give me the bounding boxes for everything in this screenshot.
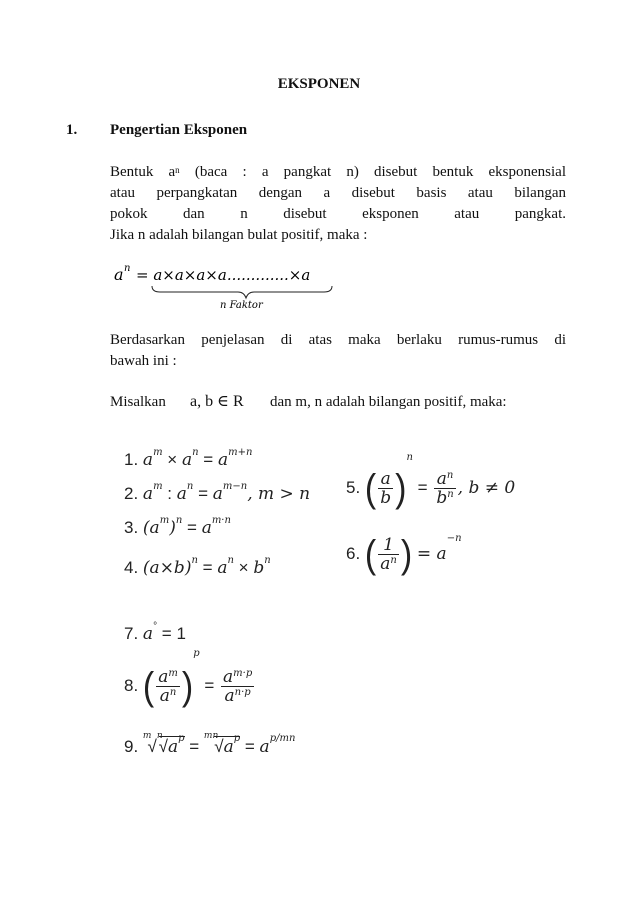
exponent: m bbox=[153, 447, 163, 458]
condition: , b ≠ 0 bbox=[457, 477, 516, 498]
condition: , m > n bbox=[247, 484, 311, 504]
rule-6: 6. ( $\frac{1}{a^n}$ ) = $a^{-n}$ bbox=[346, 532, 462, 577]
exponent: n bbox=[227, 555, 234, 566]
rule-2 bbox=[124, 481, 311, 504]
text: (baca : a pangkat n) disebut bentuk eksponensial bbox=[179, 164, 566, 180]
misalkan-text: dan m, n adalah bilangan positif, maka: bbox=[270, 394, 507, 410]
text-line: pokok dan n disebut eksponen atau pangkat. bbox=[110, 206, 566, 222]
rule-4: 4. $(a\times b)^n = a^n \times b^n$ bbox=[124, 555, 271, 578]
denominator: b bbox=[380, 488, 392, 508]
denominator: a bbox=[224, 686, 235, 706]
formula-rhs: = a×a×a×a.............×a bbox=[136, 266, 311, 284]
rule-number: 7. bbox=[124, 624, 139, 643]
page-title: EKSPONEN bbox=[277, 76, 361, 92]
radicand: a bbox=[167, 737, 179, 757]
rule-number: 1. bbox=[124, 450, 139, 469]
base: a bbox=[142, 624, 154, 644]
exponent: m·n bbox=[211, 515, 231, 526]
exponent: n bbox=[446, 470, 454, 481]
rule-7 bbox=[124, 621, 186, 644]
paragraph-intro bbox=[110, 330, 566, 372]
misalkan-label: Misalkan bbox=[110, 394, 166, 410]
base: a bbox=[142, 484, 154, 504]
denominator: b bbox=[436, 488, 448, 508]
exponent: m·p bbox=[233, 668, 253, 679]
root-index: n bbox=[156, 731, 163, 741]
formula-lhs-exp: n bbox=[124, 263, 131, 274]
operator: × bbox=[167, 450, 178, 469]
text-line: Jika n adalah bilangan bulat positif, maka : bbox=[110, 227, 368, 243]
exponent: m bbox=[159, 515, 170, 526]
exponent: ° bbox=[153, 621, 158, 632]
paren: ) bbox=[169, 518, 176, 538]
exponent: p bbox=[193, 648, 200, 659]
equals: = bbox=[203, 450, 214, 469]
numerator: a bbox=[436, 469, 447, 489]
exponent: p bbox=[233, 733, 241, 744]
base: a bbox=[142, 450, 154, 470]
underbrace bbox=[152, 286, 332, 298]
rule-5: 5. ( $\frac{a}{b}$ )$^n$ = $\frac{a^n}{b^n}$ , b ≠ 0 bbox=[346, 452, 516, 511]
rule-number: 3. bbox=[124, 518, 139, 537]
text-line: bawah ini : bbox=[110, 353, 177, 369]
rhs: = a bbox=[416, 543, 447, 564]
numerator: 1 bbox=[378, 536, 399, 555]
rule-number: 9. bbox=[124, 737, 139, 756]
base: (a×b) bbox=[142, 558, 192, 578]
equals: = bbox=[187, 518, 197, 537]
rule-1 bbox=[124, 447, 253, 470]
exponent: m bbox=[153, 481, 163, 492]
exponent: n bbox=[192, 447, 199, 458]
rule-8: 8. ( $\frac{a^m}{a^n}$ )$^p$ = $\frac{a^{m\cdot p}}{a^{n\cdot p}}$ bbox=[124, 648, 253, 709]
denominator: a bbox=[159, 686, 170, 706]
equals: = bbox=[198, 484, 209, 503]
base: a bbox=[217, 450, 229, 470]
text: Bentuk a bbox=[110, 164, 176, 180]
paragraph-definition bbox=[110, 162, 566, 246]
exponent: p/mn bbox=[269, 733, 296, 744]
definition-formula bbox=[114, 262, 354, 312]
equals: = bbox=[202, 558, 213, 577]
set-notation: a, b ∈ R bbox=[190, 393, 244, 410]
rule-number: 2. bbox=[124, 484, 139, 503]
base: a bbox=[181, 450, 193, 470]
brace-label: n Faktor bbox=[220, 300, 263, 311]
operator: : bbox=[167, 484, 173, 503]
exponent: n bbox=[191, 555, 198, 566]
base: a bbox=[212, 484, 223, 504]
section-heading: Pengertian Eksponen bbox=[110, 122, 248, 138]
base: (a bbox=[142, 518, 160, 538]
superscript: n bbox=[175, 165, 180, 175]
exponent: n bbox=[169, 687, 177, 698]
rhs: = 1 bbox=[161, 624, 186, 643]
rule-3: 3. $(a^m)^n = a^{m\cdot n}$ bbox=[124, 515, 231, 538]
exponent: n bbox=[390, 555, 397, 566]
exponent: m+n bbox=[228, 447, 253, 458]
rule-number: 4. bbox=[124, 558, 139, 577]
root-index: m bbox=[142, 731, 152, 741]
base: a bbox=[259, 737, 270, 757]
rule-number: 5. bbox=[346, 477, 361, 497]
text-line: atau perpangkatan dengan a disebut basis atau bilangan bbox=[110, 185, 566, 201]
formula-lhs: a bbox=[114, 265, 124, 284]
rule-number: 8. bbox=[124, 675, 139, 695]
numerator: a bbox=[158, 667, 169, 687]
rule-number: 6. bbox=[346, 543, 361, 563]
exponent: n bbox=[264, 555, 271, 566]
text-line: Berdasarkan penjelasan di atas maka berlaku rumus-rumus di bbox=[110, 332, 566, 348]
section-number: 1. bbox=[66, 122, 78, 138]
root-index: mn bbox=[203, 731, 219, 741]
exponent: −n bbox=[446, 533, 462, 544]
denominator: a bbox=[380, 554, 391, 574]
exponent: p bbox=[178, 733, 185, 744]
exponent: n bbox=[406, 452, 413, 463]
numerator: a bbox=[378, 470, 393, 489]
exponent: n bbox=[447, 489, 454, 500]
exponent: m−n bbox=[222, 481, 248, 492]
numerator: a bbox=[223, 667, 234, 687]
exponent: n bbox=[175, 515, 183, 526]
exponent: n·p bbox=[234, 687, 251, 698]
base: a bbox=[176, 484, 187, 504]
exponent: n bbox=[186, 481, 194, 492]
exponent: m bbox=[168, 668, 178, 679]
rule-9: 9. $^m√^n√a^p = ^{mn}√a^p = a^{p/mn}$ bbox=[124, 731, 296, 757]
